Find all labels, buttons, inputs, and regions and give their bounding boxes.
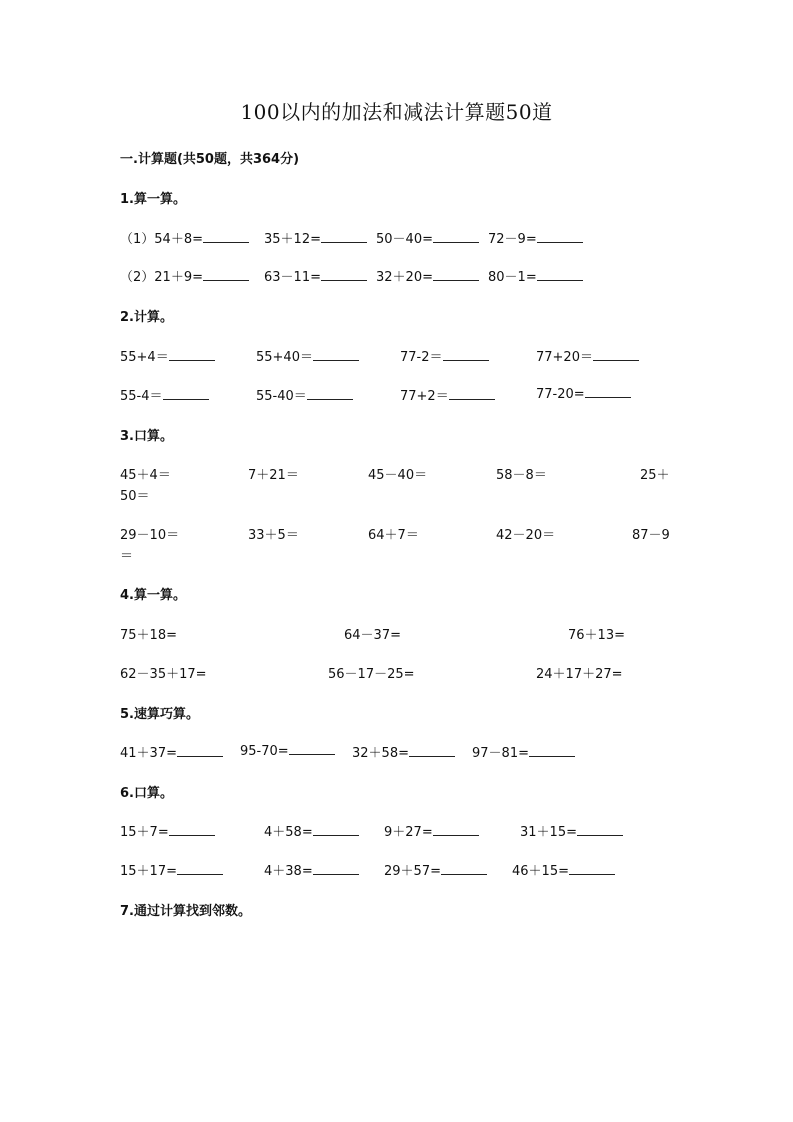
problem: 9＋27= bbox=[384, 821, 479, 840]
answer-blank[interactable] bbox=[177, 744, 223, 757]
problem: 77-20= bbox=[536, 385, 631, 402]
problem: 4＋58= bbox=[264, 821, 359, 840]
problem: 77+2＝ bbox=[400, 385, 495, 404]
problem: 46＋15= bbox=[512, 860, 615, 879]
section-label-3: 3.口算。 bbox=[120, 429, 173, 444]
problem: 55+40＝ bbox=[256, 346, 359, 365]
problem: 87－9 bbox=[632, 528, 670, 543]
problem: 32＋20= bbox=[376, 266, 479, 285]
answer-blank[interactable] bbox=[169, 823, 215, 836]
section-label-7: 7.通过计算找到邻数。 bbox=[120, 904, 251, 919]
answer-blank[interactable] bbox=[163, 387, 209, 400]
problem: 24＋17＋27= bbox=[536, 667, 623, 682]
section-label-1: 1.算一算。 bbox=[120, 192, 186, 207]
problem: 97－81= bbox=[472, 742, 575, 761]
answer-blank[interactable] bbox=[585, 385, 631, 398]
problem-continuation: ＝ bbox=[120, 549, 134, 564]
problem: 4＋38= bbox=[264, 860, 359, 879]
problem: 42－20＝ bbox=[496, 528, 556, 543]
problem: 41＋37= bbox=[120, 742, 223, 761]
problem: 77-2＝ bbox=[400, 346, 489, 365]
page-title: 100以内的加法和减法计算题50道 bbox=[240, 100, 553, 124]
problem: 75＋18= bbox=[120, 628, 177, 643]
section-label-6: 6.口算。 bbox=[120, 786, 173, 801]
answer-blank[interactable] bbox=[177, 862, 223, 875]
problem: 45－40＝ bbox=[368, 468, 428, 483]
answer-blank[interactable] bbox=[593, 348, 639, 361]
answer-blank[interactable] bbox=[433, 823, 479, 836]
problem: 7＋21＝ bbox=[248, 468, 299, 483]
problem: 29－10＝ bbox=[120, 528, 180, 543]
problem: 31＋15= bbox=[520, 821, 623, 840]
problem: 25＋ bbox=[640, 468, 670, 483]
section-label-4: 4.算一算。 bbox=[120, 588, 186, 603]
answer-blank[interactable] bbox=[313, 348, 359, 361]
problem: 58－8＝ bbox=[496, 468, 547, 483]
answer-blank[interactable] bbox=[203, 230, 249, 243]
problem: 45＋4＝ bbox=[120, 468, 171, 483]
problem: 55-40＝ bbox=[256, 385, 353, 404]
problem: 76＋13= bbox=[568, 628, 625, 643]
answer-blank[interactable] bbox=[529, 744, 575, 757]
answer-blank[interactable] bbox=[313, 862, 359, 875]
answer-blank[interactable] bbox=[441, 862, 487, 875]
problem: 64＋7＝ bbox=[368, 528, 419, 543]
answer-blank[interactable] bbox=[313, 823, 359, 836]
problem: 77+20＝ bbox=[536, 346, 639, 365]
problem: 15＋7= bbox=[120, 821, 215, 840]
problem: 55+4＝ bbox=[120, 346, 215, 365]
answer-blank[interactable] bbox=[307, 387, 353, 400]
answer-blank[interactable] bbox=[433, 268, 479, 281]
problem: 64－37= bbox=[344, 628, 401, 643]
answer-blank[interactable] bbox=[569, 862, 615, 875]
problem: 55-4＝ bbox=[120, 385, 209, 404]
answer-blank[interactable] bbox=[577, 823, 623, 836]
answer-blank[interactable] bbox=[321, 268, 367, 281]
answer-blank[interactable] bbox=[321, 230, 367, 243]
problem: 33＋5＝ bbox=[248, 528, 299, 543]
problem: 62－35＋17= bbox=[120, 667, 207, 682]
problem: 95-70= bbox=[240, 742, 335, 759]
problem: 56－17－25= bbox=[328, 667, 415, 682]
answer-blank[interactable] bbox=[449, 387, 495, 400]
problem: （1）54＋8= bbox=[120, 228, 249, 247]
problem-continuation: 50＝ bbox=[120, 489, 150, 504]
answer-blank[interactable] bbox=[203, 268, 249, 281]
answer-blank[interactable] bbox=[443, 348, 489, 361]
problem: 35＋12= bbox=[264, 228, 367, 247]
problem: 50－40= bbox=[376, 228, 479, 247]
problem: 15＋17= bbox=[120, 860, 223, 879]
section-label-5: 5.速算巧算。 bbox=[120, 707, 199, 722]
answer-blank[interactable] bbox=[433, 230, 479, 243]
section-label-2: 2.计算。 bbox=[120, 310, 173, 325]
problem: （2）21＋9= bbox=[120, 266, 249, 285]
section-heading: 一.计算题(共50题，共364分) bbox=[120, 152, 300, 167]
problem: 29＋57= bbox=[384, 860, 487, 879]
answer-blank[interactable] bbox=[537, 268, 583, 281]
problem: 32＋58= bbox=[352, 742, 455, 761]
problem: 63－11= bbox=[264, 266, 367, 285]
answer-blank[interactable] bbox=[409, 744, 455, 757]
problem: 80－1= bbox=[488, 266, 583, 285]
answer-blank[interactable] bbox=[289, 742, 335, 755]
answer-blank[interactable] bbox=[537, 230, 583, 243]
answer-blank[interactable] bbox=[169, 348, 215, 361]
problem: 72－9= bbox=[488, 228, 583, 247]
